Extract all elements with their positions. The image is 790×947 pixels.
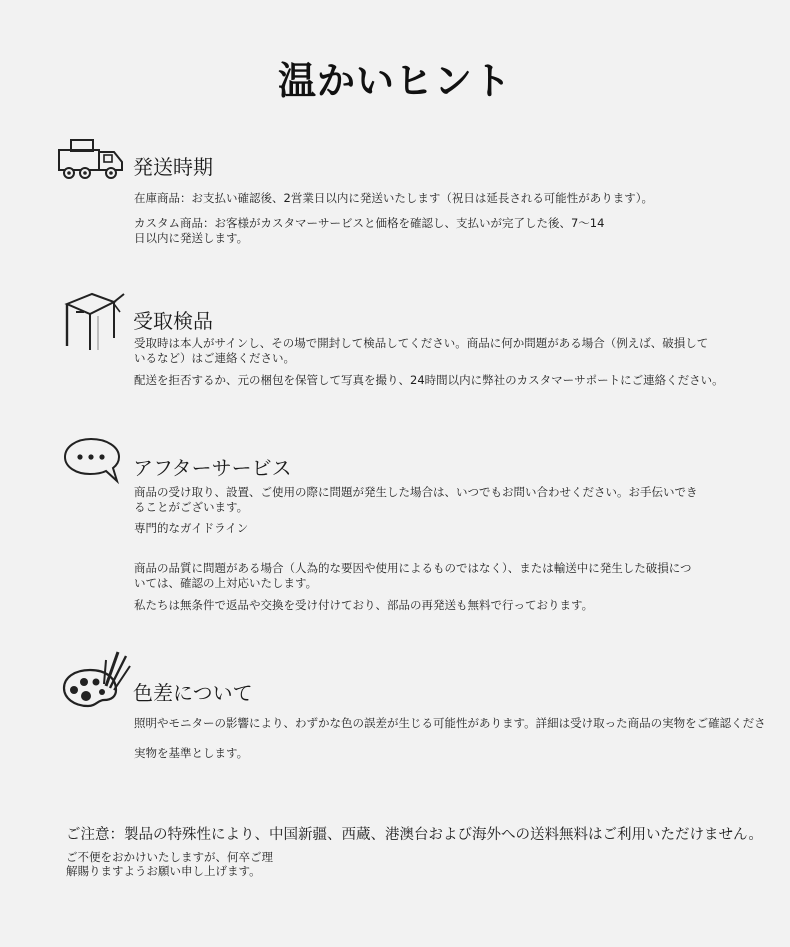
after-service-paragraph: 私たちは無条件で返品や交換を受け付けており、部品の再発送も無料で行っております。 [134,598,594,612]
color-heading: 色差について [133,681,253,705]
guideline-label: 専門的なガイドライン [134,521,249,535]
page-title: 温かいヒント [277,59,512,103]
inspection-paragraph: 配送を拒否するか、元の梱包を保管して写真を撮り、24時間以内に弊社のカスタマーサポートにご連絡ください。 [134,373,724,387]
after-service-heading: アフターサービス [133,456,292,480]
shipping-heading: 発送時期 [133,155,213,179]
box-icon [62,290,128,354]
palette-icon [60,646,134,712]
chat-bubble-icon [62,436,122,486]
after-service-paragraph: 商品の受け取り、設置、ご使用の際に問題が発生した場合は、いつでもお問い合わせください。お手伝いでき ることがございます。 [134,485,698,514]
shipping-paragraph: カスタム商品：お客様がカスタマーサービスと価格を確認し、支払いが完了した後、7〜14 日以内に発送します。 [134,216,605,245]
truck-icon [56,138,128,182]
color-paragraph: 照明やモニターの影響により、わずかな色の誤差が生じる可能性があります。詳細は受け取った商品の実物をご確認くださ [134,716,766,730]
shipping-paragraph: 在庫商品：お支払い確認後、2営業日以内に発送いたします（祝日は延長される可能性があります）。 [134,191,654,205]
inspection-heading: 受取検品 [133,309,213,333]
after-service-paragraph: 商品の品質に問題がある場合（人為的な要因や使用によるものではなく）、または輸送中に発生した破損につ いては、確認の上対応いたします。 [134,561,692,590]
notice-text: ご注意：製品の特殊性により、中国新疆、西蔵、港澳台および海外への送料無料はご利用いただけません。 [66,827,763,843]
color-paragraph: 実物を基準とします。 [134,746,249,760]
inspection-paragraph: 受取時は本人がサインし、その場で開封して検品してください。商品に何か問題がある場合（例えば、破損して いるなど）はご連絡ください。 [134,336,709,365]
notice-subtext: ご不便をおかけいたしますが、何卒ご理 解賜りますようお願い申し上げます。 [66,850,273,878]
